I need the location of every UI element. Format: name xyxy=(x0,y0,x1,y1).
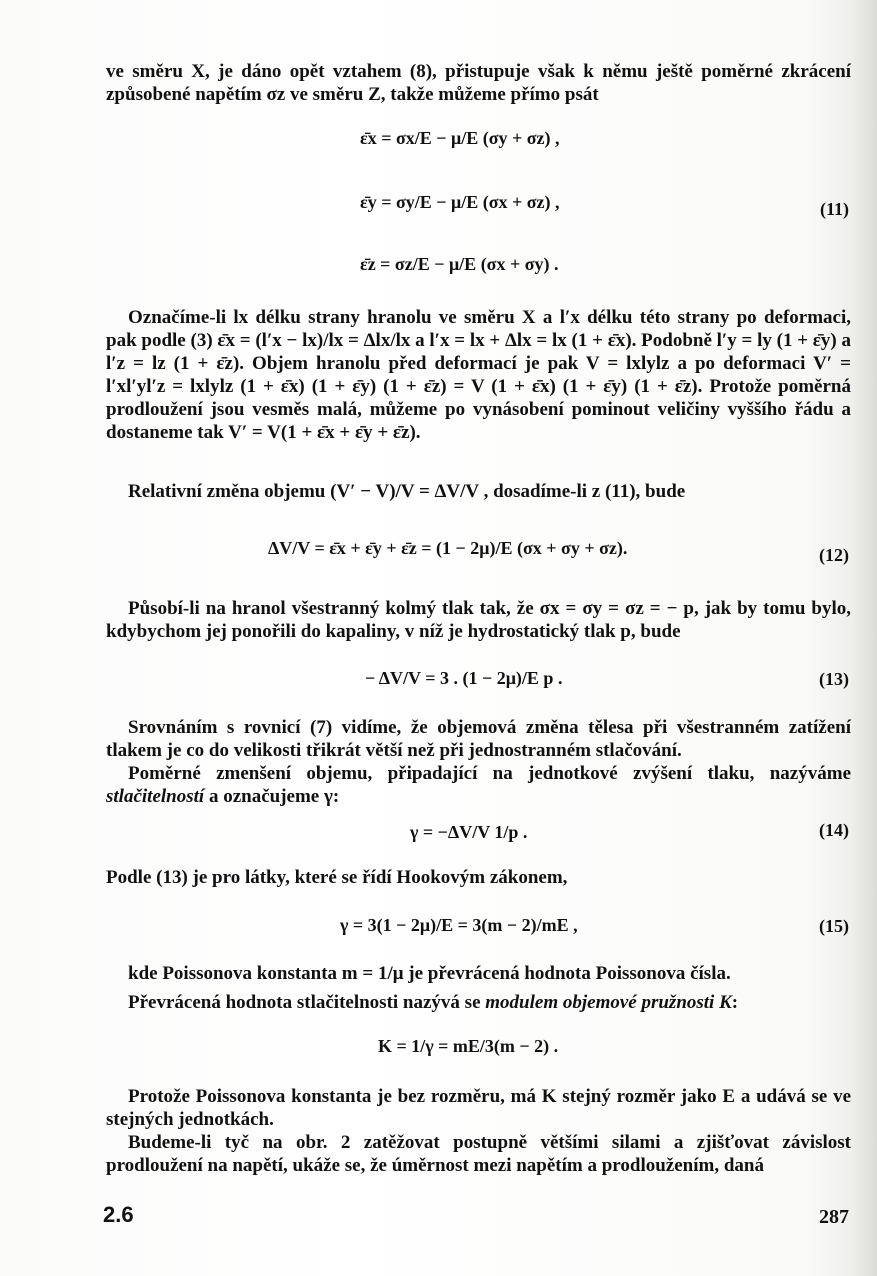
equation-11-y: ε̄y = σy/E − μ/E (σx + σz) , xyxy=(360,192,560,212)
equation-11-x: ε̄x = σx/E − μ/E (σy + σz) , xyxy=(360,128,560,148)
page-edge-shadow xyxy=(851,0,877,1276)
equation-14: γ = −ΔV/V 1/p . xyxy=(410,822,528,842)
term-bulk-modulus: modulem objemové pružnosti K xyxy=(485,992,732,1013)
paragraph-dimension: Protože Poissonova konstanta je bez rozměru, má K stejný rozměr jako E a udává se ve stejných jednotkách. xyxy=(106,1086,851,1130)
page-number: 287 xyxy=(819,1206,849,1228)
equation-number-15: (15) xyxy=(819,916,849,936)
term-compressibility: stlačitelností xyxy=(106,786,205,807)
equation-K: K = 1/γ = mE/3(m − 2) . xyxy=(378,1036,559,1056)
equation-number-11: (11) xyxy=(820,199,849,219)
paragraph-compressibility: Poměrné zmenšení objemu, připadající na jednotkové zvýšení tlaku, nazýváme stlačitelností a označujeme γ: xyxy=(106,763,851,807)
section-number: 2.6 xyxy=(103,1202,134,1227)
paragraph-intro: ve směru X, je dáno opět vztahem (8), přistupuje však k němu ještě poměrné zkrácení způsobené napětím σz ve směru Z, takže můžeme přímo psát xyxy=(106,61,851,105)
equation-number-12: (12) xyxy=(819,545,849,565)
equation-number-13: (13) xyxy=(819,669,849,689)
paragraph-comparison: Srovnáním s rovnicí (7) vidíme, že objemová změna tělesa při všestranném zatížení tlakem je co do velikosti třikrát větší než při jednostranném stlačování. xyxy=(106,717,851,761)
paragraph-hooke: Podle (13) je pro látky, které se řídí Hookovým zákonem, xyxy=(106,867,568,888)
equation-15: γ = 3(1 − 2μ)/E = 3(m − 2)/mE , xyxy=(340,915,578,935)
paragraph-deformation: Označíme-li lx délku strany hranolu ve směru X a l′x délku této strany po deformaci, pak podle (3) ε̄x = (l′x − lx)/lx = Δlx/lx a l′x = lx + Δlx = lx (1 + ε̄x). Podobně l′y = ly (1 + ε̄y) a l′z = lz (1 + ε̄z). Objem hranolu před deformací je pak V = lxlylz a po deformaci V′ = l′xl′yl′z = lxlylz (1 + ε̄x) (1 + ε̄y) (1 + ε̄z) = V (1 + ε̄x) (1 + ε̄y) (1 + ε̄z). Protože poměrná prodloužení jsou vesměs malá, můžeme po vynásobení pominout veličiny vyššího řádu a dostaneme tak V′ = V(1 + ε̄x + ε̄y + ε̄z). xyxy=(106,307,851,443)
paragraph-bulk-modulus: Převrácená hodnota stlačitelnosti nazývá se modulem objemové pružnosti K: xyxy=(128,992,739,1013)
equation-number-14: (14) xyxy=(819,820,849,840)
paragraph-pressure: Působí-li na hranol všestranný kolmý tlak tak, že σx = σy = σz = − p, jak by tomu bylo, kdybychom jej ponořili do kapaliny, v níž je hydrostatický tlak p, bude xyxy=(106,598,851,642)
equation-12: ΔV/V = ε̄x + ε̄y + ε̄z = (1 − 2μ)/E (σx + σy + σz). xyxy=(268,538,628,558)
equation-11-z: ε̄z = σz/E − μ/E (σx + σy) . xyxy=(360,254,559,274)
paragraph-tension-test: Budeme-li tyč na obr. 2 zatěžovat postupně většími silami a zjišťovat závislost prodloužení na napětí, ukáže se, že úměrnost mezi napětím a prodloužením, daná xyxy=(106,1132,851,1176)
paragraph-relative-volume: Relativní změna objemu (V′ − V)/V = ΔV/V , dosadíme-li z (11), bude xyxy=(128,481,686,502)
equation-13: − ΔV/V = 3 . (1 − 2μ)/E p . xyxy=(365,668,563,688)
paragraph-poisson: kde Poissonova konstanta m = 1/μ je převrácená hodnota Poissonova čísla. xyxy=(128,963,731,984)
